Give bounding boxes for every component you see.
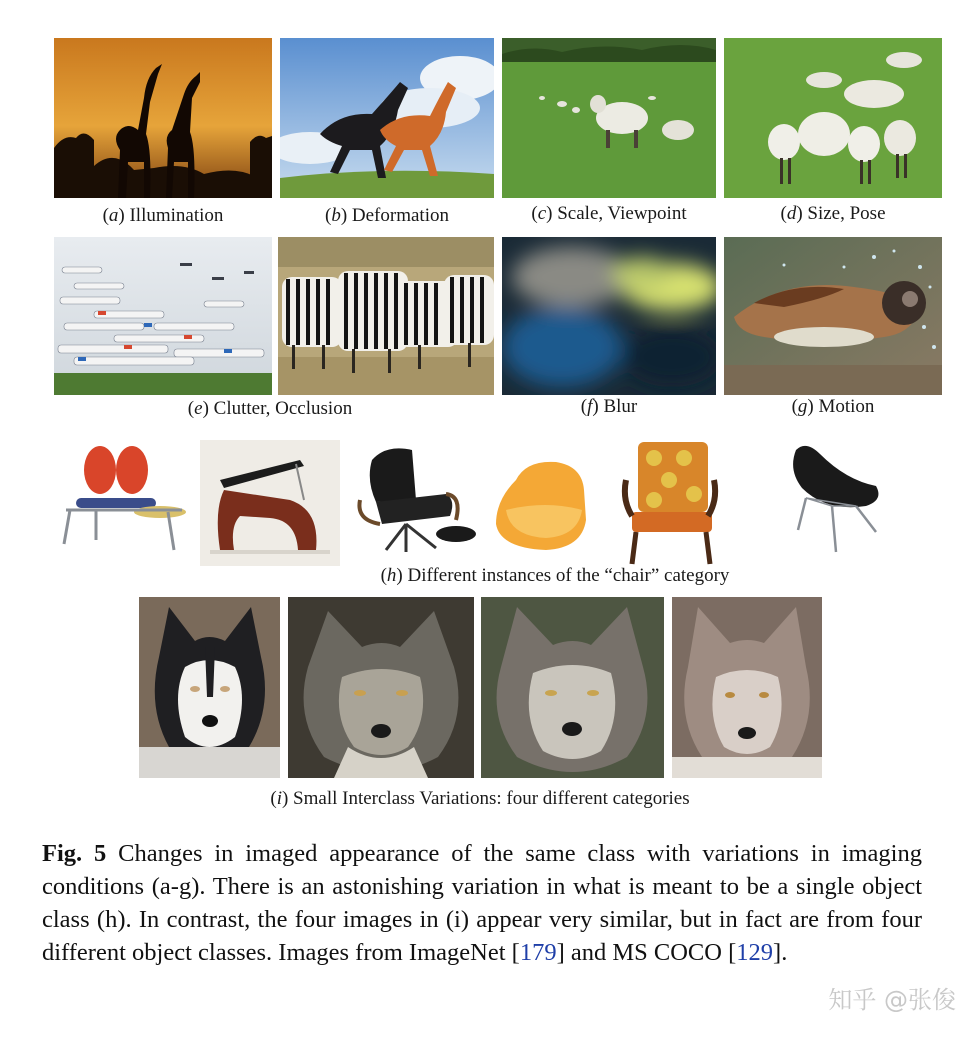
- image-size-pose-sheep: [724, 38, 942, 198]
- caption-b: (b) Deformation: [325, 205, 449, 226]
- caption-i-label: Small Interclass Variations: four different categories: [293, 788, 690, 809]
- image-chair-armchair: [614, 440, 724, 566]
- image-chair-sculptural: [200, 440, 340, 566]
- image-illumination-giraffes: [54, 38, 272, 198]
- caption-c-letter: c: [537, 203, 547, 224]
- figure-caption: Fig. 5 Changes in imaged appearance of the same class with variations in imaging conditions (a-g). There is an astonishing variation in what is meant to be a single object class (h). In contrast, the four images in (i) appear very similar, but in fact are from four different object classes. Images from ImageNet [179] and MS COCO [129].: [42, 840, 922, 966]
- caption-a: (a) Illumination: [102, 205, 224, 226]
- caption-b-label: Deformation: [351, 205, 449, 226]
- caption-text-1: Changes in imaged appearance of the same class with variations in imaging conditions (a-g). There is an astonishing variation in what is meant to be a single object class (h). In contrast, the four images in (i) appear very similar, but in fact are from four different object classes. Images from ImageNet: [42, 840, 922, 966]
- image-scale-viewpoint-sheep: [502, 38, 716, 198]
- image-clutter-zebras: [278, 237, 494, 395]
- caption-c: (c) Scale, Viewpoint: [531, 203, 687, 224]
- caption-f: (f) Blur: [580, 396, 638, 417]
- caption-i: (i) Small Interclass Variations: four different categories: [270, 788, 690, 809]
- image-chair-lounge: [346, 440, 482, 566]
- caption-a-letter: a: [108, 205, 119, 226]
- image-chair-bubble: [486, 440, 606, 566]
- image-coyote: [672, 597, 822, 778]
- watermark: 知乎 @张俊: [828, 986, 956, 1014]
- caption-g-letter: g: [797, 396, 808, 417]
- reference-link-129[interactable]: 129: [736, 939, 774, 966]
- caption-g: (g) Motion: [791, 396, 875, 417]
- caption-a-label: Illumination: [129, 205, 224, 226]
- caption-e-letter: e: [194, 398, 203, 419]
- image-clutter-airplanes: [54, 237, 272, 395]
- caption-h-label: Different instances of the “chair” category: [407, 565, 730, 586]
- reference-link-179[interactable]: 179: [519, 939, 557, 966]
- caption-c-label: Scale, Viewpoint: [557, 203, 687, 224]
- caption-h: (h) Different instances of the “chair” category: [380, 565, 730, 586]
- figure-label: Fig. 5: [42, 840, 107, 867]
- caption-text-2: and MS COCO: [564, 939, 729, 966]
- caption-g-label: Motion: [818, 396, 875, 417]
- image-chair-shell: [776, 440, 892, 566]
- image-blur: [502, 237, 716, 395]
- caption-d-label: Size, Pose: [807, 203, 886, 224]
- image-husky: [139, 597, 280, 778]
- image-wolf-2: [481, 597, 664, 778]
- caption-e-label: Clutter, Occlusion: [213, 398, 353, 419]
- caption-h-letter: h: [386, 565, 397, 586]
- image-wolf-1: [288, 597, 474, 778]
- caption-d: (d) Size, Pose: [780, 203, 886, 224]
- caption-i-letter: i: [276, 788, 282, 809]
- caption-e: (e) Clutter, Occlusion: [187, 398, 353, 419]
- caption-f-label: Blur: [603, 396, 638, 417]
- caption-b-letter: b: [331, 205, 341, 226]
- caption-d-letter: d: [786, 203, 797, 224]
- image-chair-bench: [56, 440, 192, 566]
- caption-f-letter: f: [587, 396, 593, 417]
- image-motion-bird: [724, 237, 942, 395]
- image-deformation-horses: [280, 38, 494, 198]
- caption-text-3: .: [781, 939, 788, 966]
